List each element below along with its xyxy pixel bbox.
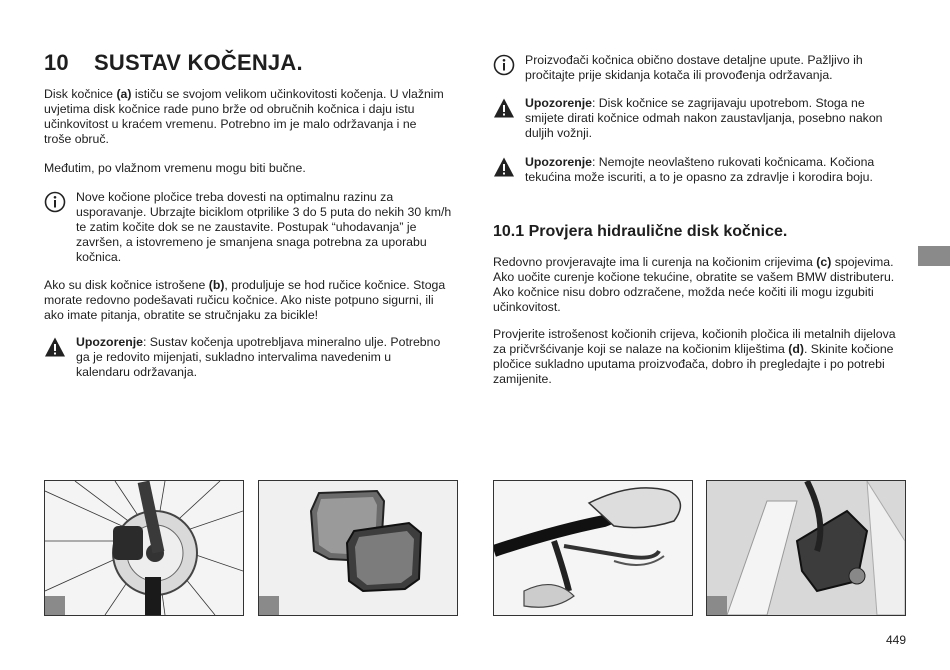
warning-icon [493, 97, 515, 119]
wear-paragraph [44, 278, 454, 323]
disc-brake-illustration [45, 481, 243, 615]
noise-paragraph: Međutim, po vlažnom vremenu mogu biti bučne. [44, 161, 306, 175]
warning-text [525, 96, 903, 141]
info-icon [44, 191, 66, 213]
leak-paragraph [493, 255, 903, 315]
text: : Disk kočnice se zagrijavaju upotrebom. Stoga ne smijete dirati kočnice odmah nakon zaustavljanja, posebno nakon duljih vožnji. [525, 96, 883, 140]
info-text: Nove kočione pločice treba dovesti na optimalnu razinu za usporavanje. Ubrzajte biciklom otprilike 3 do 5 puta do nekih 30 km/h te zatim kočite dok se ne zaustavite. Postupak “uhodavanja” je završen, a istovremeno je smanjena snaga potrebna za uporabu kočnica. [76, 190, 452, 264]
info-note-break-in [44, 190, 464, 265]
warning-brake-fluid [493, 155, 903, 185]
ref-a: (a) [116, 87, 132, 101]
disc-brake-photo [44, 480, 244, 616]
text: ističu se svojom velikom učinkovitosti kočenja. U vlažnim uvjetima disk kočnice rade puno brže od obručnih kočnica i daju istu učinkovitost u kraćem vremenu. Potrebno im je malo održavanja i ne troše obruč. [44, 87, 444, 146]
inspection-paragraph [493, 327, 903, 387]
warning-label: Upozorenje [76, 335, 143, 349]
warning-label: Upozorenje [525, 155, 592, 169]
info-text: Proizvođači kočnica obično dostave detaljne upute. Pažljivo ih pročitajte prije skidanja kotača ili provođenja održavanja. [525, 53, 863, 82]
warning-text [525, 155, 903, 185]
text: spojevima. Ako uočite curenje kočione tekućine, obratite se vašem BMW distributeru. Ako kočnice nisu dobro odzračene, možda neće kočiti ili mogu izgubiti učinkovitost. [493, 255, 895, 314]
text: Provjerite istrošenost kočionih crijeva, kočionih pločica ili metalnih dijelova za pričvršćivanje koji se nalaze na kočionim kliještima [493, 327, 896, 356]
image-label-tag [259, 596, 279, 615]
warning-text [76, 335, 444, 380]
text: Disk kočnice [44, 87, 117, 101]
chapter-number: 10 [44, 50, 69, 75]
warning-icon [493, 156, 515, 178]
text: . Skinite kočione pločice sukladno uputama proizvođača, dobro ih pregledajte i po potrebi zamijenite. [493, 342, 894, 386]
brake-lever-hose-photo [493, 480, 693, 616]
text: : Sustav kočenja upotrebljava mineralno ulje. Potrebno ga je redovito mijenjati, sukladno intervalima navedenim u kalendaru održavanja. [76, 335, 441, 379]
brake-pads-illustration [259, 481, 457, 615]
ref-b: (b) [208, 278, 225, 292]
intro-paragraph [44, 87, 444, 147]
chapter-tab-marker [918, 246, 950, 266]
info-note-manufacturer [493, 53, 903, 83]
warning-hot-brakes [493, 96, 903, 141]
page-title [44, 50, 303, 76]
chapter-title: SUSTAV KOČENJA. [94, 50, 303, 75]
text: Ako su disk kočnice istrošene [44, 278, 209, 292]
warning-label: Upozorenje [525, 96, 592, 110]
section-heading: 10.1 Provjera hidraulične disk kočnice. [493, 223, 788, 240]
text: : Nemojte neovlašteno rukovati kočnicama. Kočiona tekućina može iscuriti, a to je opasno za zdravlje i korodira boju. [525, 155, 875, 184]
brake-caliper-illustration [707, 481, 905, 615]
ref-c: (c) [816, 255, 832, 269]
ref-d: (d) [788, 342, 804, 356]
brake-pads-photo [258, 480, 458, 616]
brake-lever-illustration [494, 481, 692, 615]
warning-icon [44, 336, 66, 358]
image-label-tag [45, 596, 65, 615]
text: Redovno provjeravajte ima li curenja na kočionim crijevima [493, 255, 817, 269]
warning-mineral-oil [44, 335, 444, 380]
image-label-tag [707, 596, 727, 615]
brake-caliper-photo [706, 480, 906, 616]
text: , produljuje se hod ručice kočnice. Stoga morate redovno podešavati ručicu kočnice. Ako niste potpuno sigurni, ili ako imate pitanja, obratite se stručnjaku za bicikle! [44, 278, 446, 322]
page-number: 449 [885, 633, 906, 647]
info-icon [493, 54, 515, 76]
